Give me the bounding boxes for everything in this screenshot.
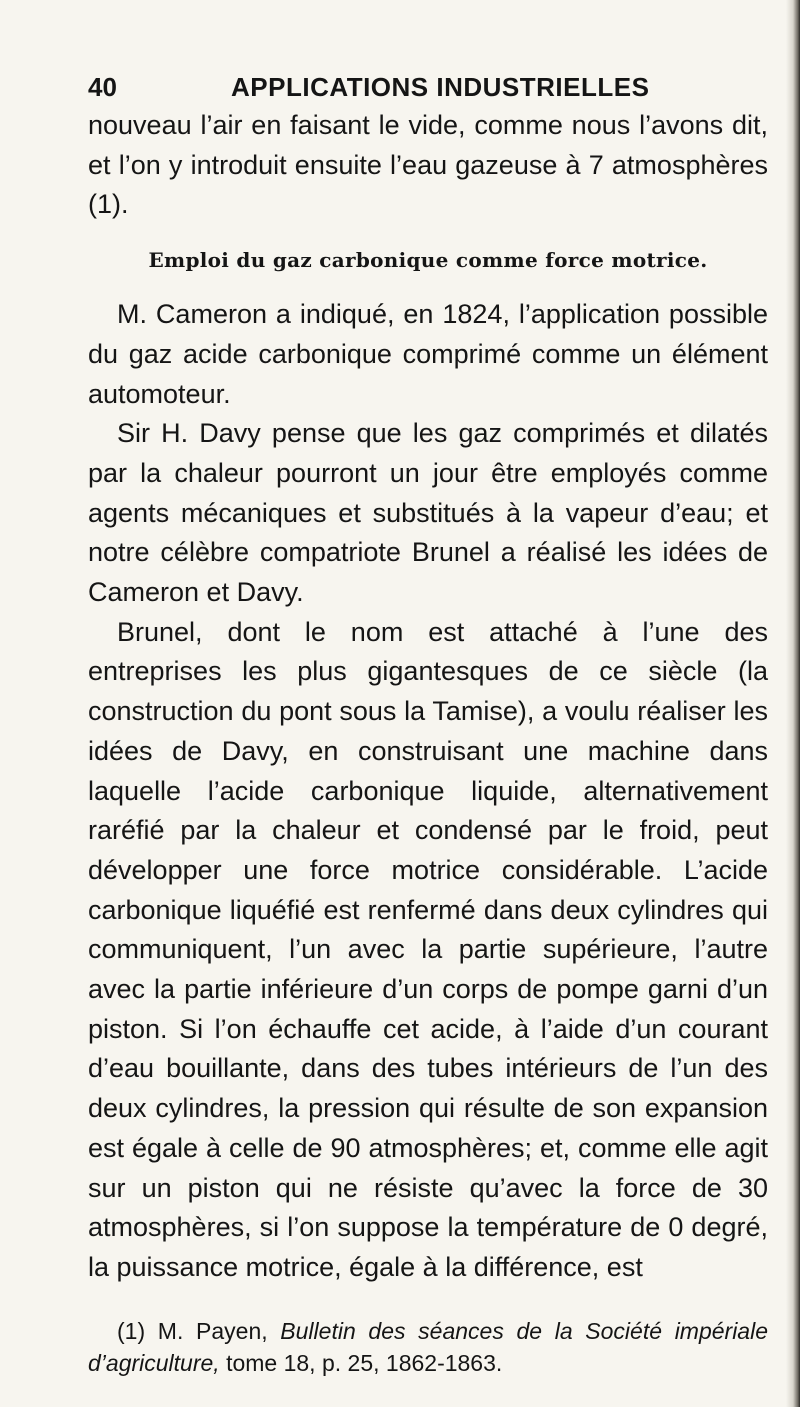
paragraph-brunel: Brunel, dont le nom est attaché à l’une des entreprises les plus gigantesques de ce siècle (la construction du pont sous la Tamise), a voulu réaliser les idées de Davy, en construisant une machine dans laquelle l’acide carbonique liquide, alternativement raréfié par la chaleur et condensé par le froid, peut développer une force motrice considérable. L’acide carbonique liquéfié est renfermé dans deux cylindres qui communiquent, l’un avec la partie supérieure, l’autre avec la partie inférieure d’un corps de pompe garni d’un piston. Si l’on échauffe cet acide, à l’aide d’un courant d’eau bouillante, dans des tubes intérieurs de l’un des deux cylindres, la pression qui résulte de son expansion est égale à celle de 90 atmosphères; et, comme elle agit sur un piston qui ne résiste qu’avec la force de 30 atmosphères, si l’on suppose la température de 0 degré, la puissance motrice, égale à la différence, est: [88, 616, 768, 1282]
page-edge-shadow: [786, 0, 800, 1407]
page-header: [88, 66, 768, 106]
footnote-title: Bulletin des séances de la Société impériale d’agriculture,: [88, 1317, 769, 1376]
page-number: 40: [88, 72, 117, 102]
running-title: APPLICATIONS INDUSTRIELLES: [231, 72, 650, 102]
paragraph-continuation: nouveau l’air en faisant le vide, comme nous l’avons dit, et l’on y introduit ensuite l’eau gazeuse à 7 atmosphères (1).: [88, 110, 768, 220]
book-page: [88, 66, 768, 1379]
footnote-marker: (1): [117, 1317, 146, 1344]
footnote-author: M. Payen,: [157, 1317, 268, 1344]
section-heading: Emploi du gaz carbonique comme force motrice.: [148, 248, 708, 273]
footnote: [88, 1315, 768, 1379]
paragraph-cameron: M. Cameron a indiqué, en 1824, l’application possible du gaz acide carbonique comprimé comme un élément automoteur.: [88, 299, 768, 409]
footnote-details: tome 18, p. 25, 1862-1863.: [226, 1349, 503, 1376]
paragraph-davy: Sir H. Davy pense que les gaz comprimés et dilatés par la chaleur pourront un jour être employés comme agents mécaniques et substitués à la vapeur d’eau; et notre célèbre compatriote Brunel a réalisé les idées de Cameron et Davy.: [88, 418, 768, 608]
